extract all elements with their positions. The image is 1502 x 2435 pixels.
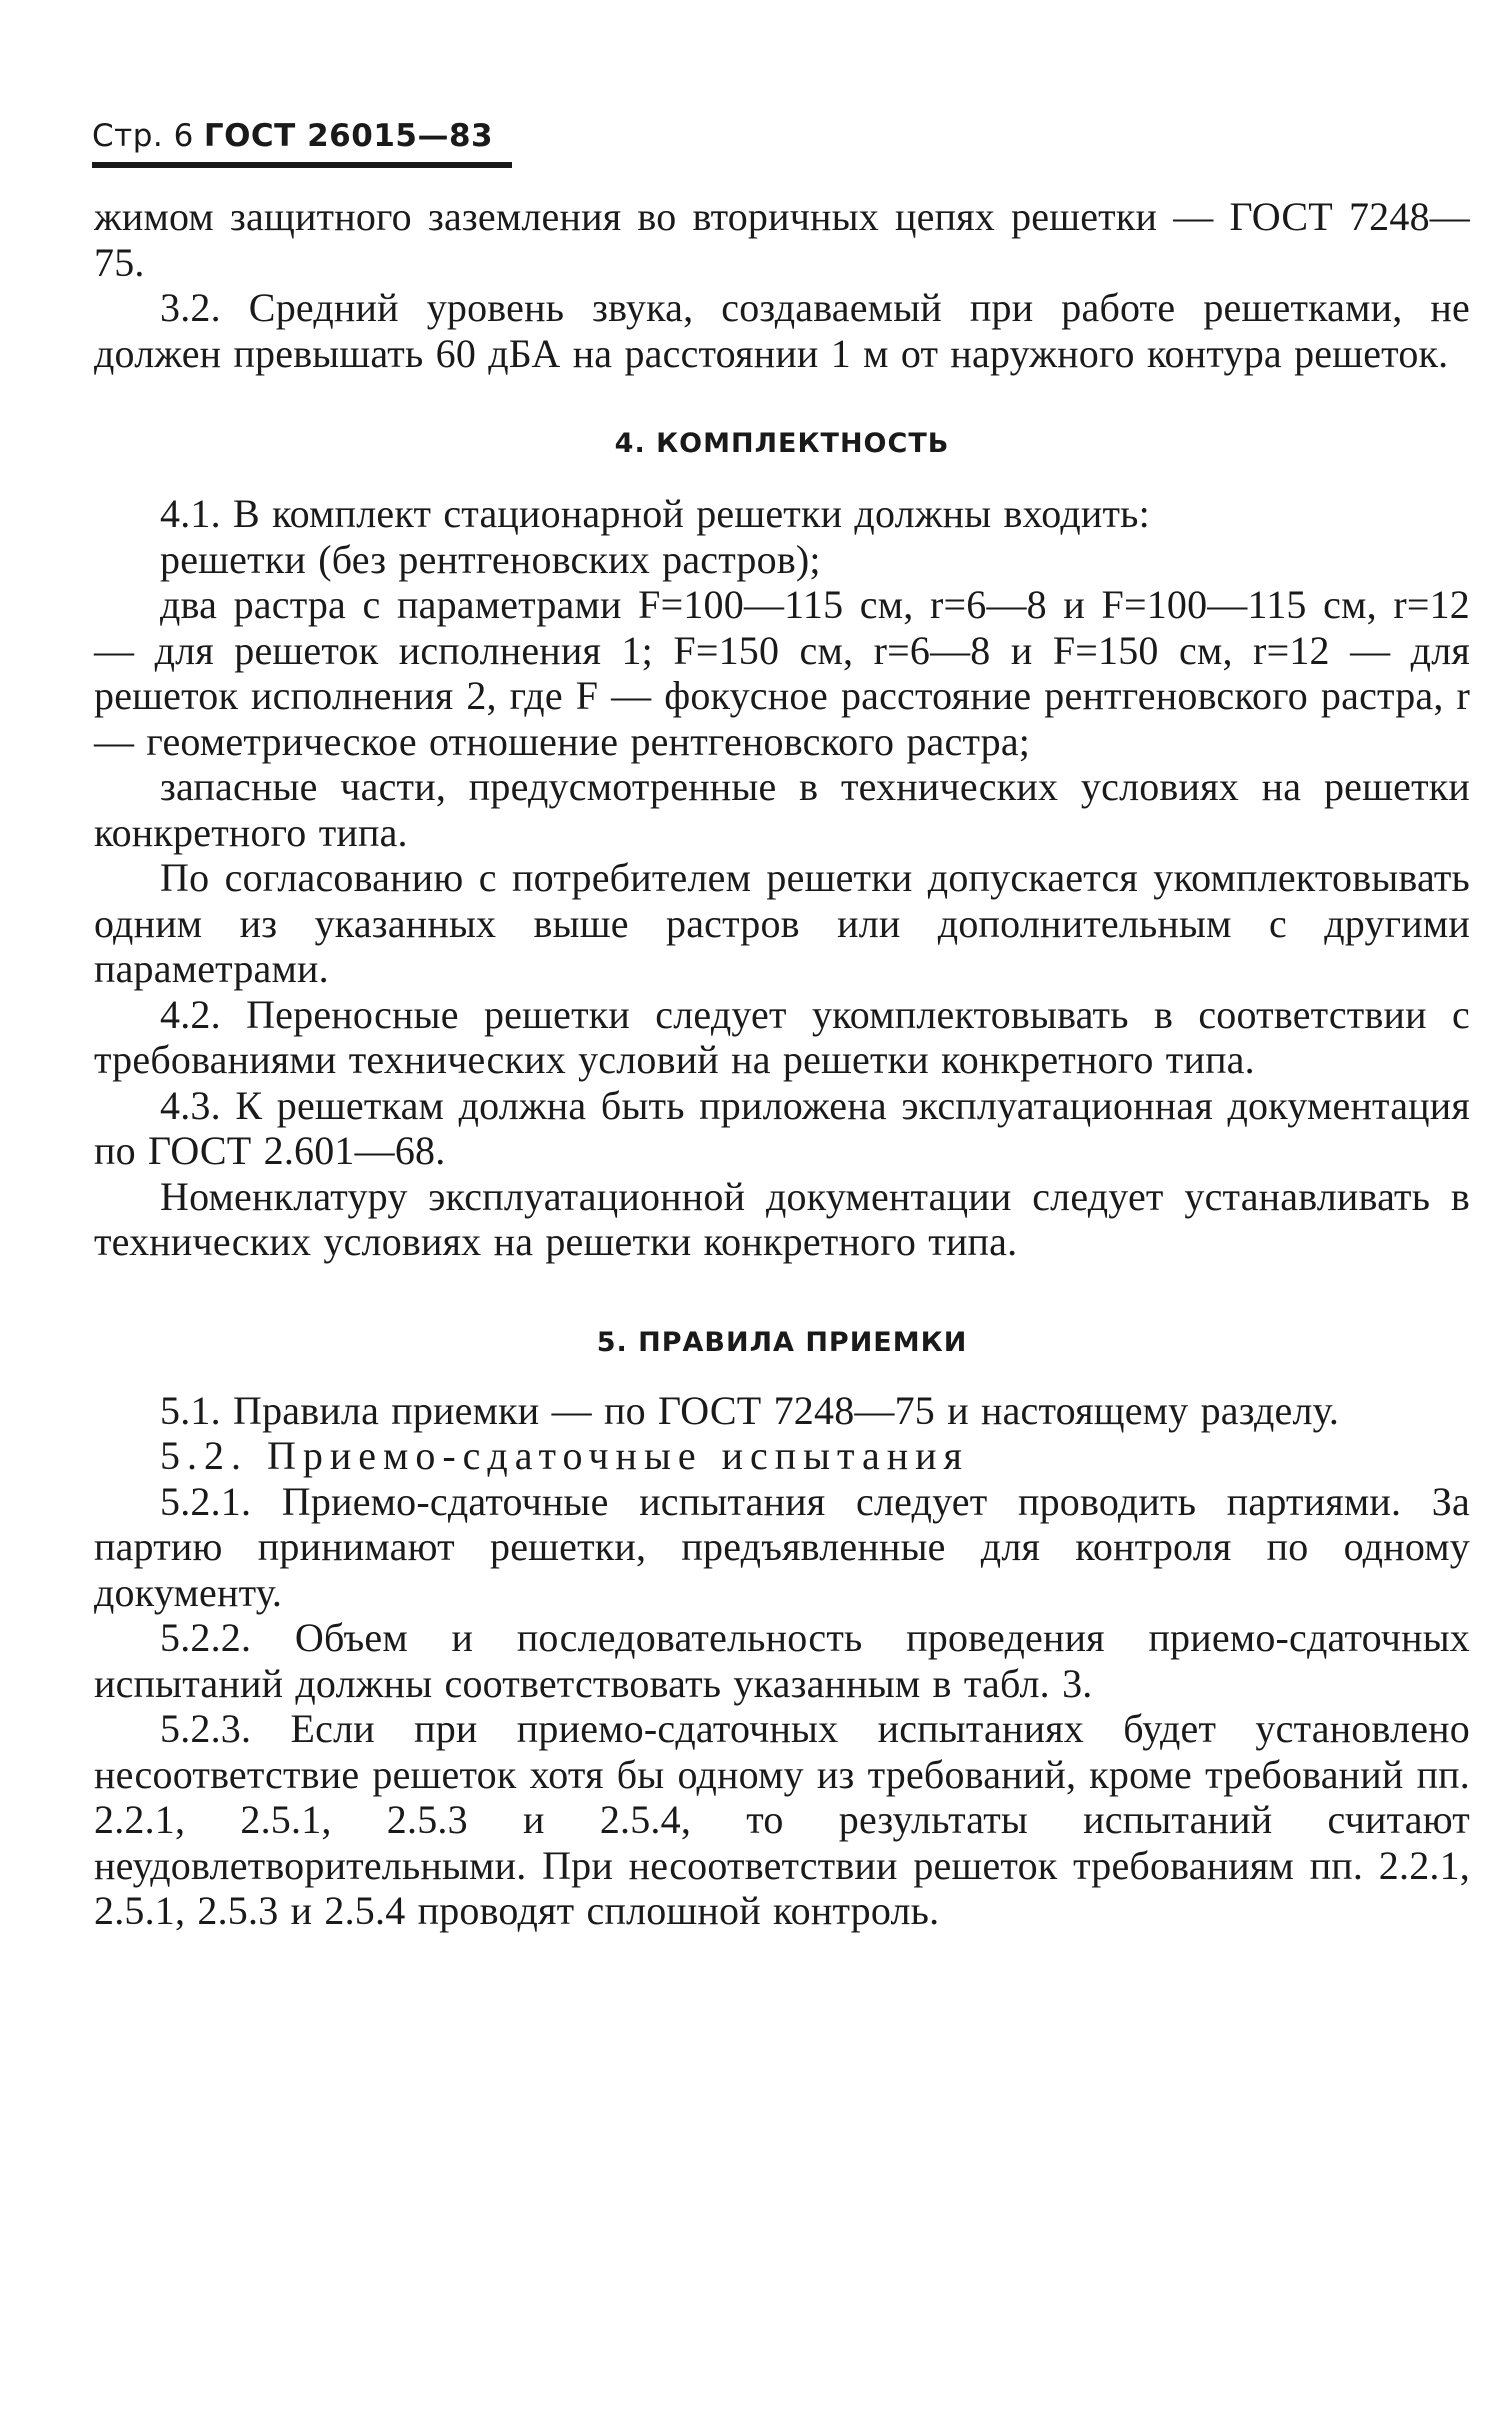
section-heading-completeness: 4. КОМПЛЕКТНОСТЬ — [614, 428, 950, 459]
paragraph-5-2-1: 5.2.1. Приемо-сдаточные испытания следует проводить партиями. За партию принимают решетки, предъявленные для контроля по одному документу. — [94, 1478, 1470, 1615]
document-page — [94, 118, 1470, 1934]
page-number-label: Стр. 6 — [92, 118, 194, 154]
paragraph-5-2-2: 5.2.2. Объем и последовательность проведения приемо-сдаточных испытаний должны соответствовать указанным в табл. 3. — [94, 1615, 1470, 1706]
paragraph-4-1: 4.1. В комплект стационарной решетки должны входить: — [160, 491, 1150, 536]
paragraph-documentation-nomenclature: Номенклатуру эксплуатационной документации следует устанавливать в технических условиях на решетки конкретного типа. — [94, 1173, 1470, 1264]
paragraph-consumer-agreement: По согласованию с потребителем решетки допускается укомплектовывать одним из указанных выше растров или дополнительным с другими параметрами. — [94, 855, 1470, 991]
section-heading-acceptance-rules: 5. ПРАВИЛА ПРИЕМКИ — [596, 1326, 968, 1358]
paragraph-4-3: 4.3. К решеткам должна быть приложена эксплуатационная документация по ГОСТ 2.601—68. — [94, 1082, 1470, 1173]
list-item-rasters: два растра с параметрами F=100—115 см, r=6—8 и F=100—115 см, r=12 — для решеток исполнения 1; F=150 см, r=6—8 и F=150 см, r=12 — для решеток исполнения 2, где F — фокусное расстояние рентгеновского растра, r — геометрическое отношение рентгеновского растра; — [94, 582, 1470, 764]
paragraph-3-2: 3.2. Средний уровень звука, создаваемый при работе решетками, не должен превышать 60 дБА на расстоянии 1 м от наружного контура решеток. — [94, 285, 1470, 376]
paragraph-5-1: 5.1. Правила приемки — по ГОСТ 7248—75 и настоящему разделу. — [160, 1387, 1340, 1433]
list-item-spare-parts: запасные части, предусмотренные в технических условиях на решетки конкретного типа. — [94, 764, 1470, 855]
standard-designation: ГОСТ 26015—83 — [203, 118, 494, 154]
continued-paragraph: жимом защитного заземления во вторичных цепях решетки — ГОСТ 7248—75. — [94, 194, 1470, 285]
paragraph-5-2: 5.2. Приемо-сдаточные испытания — [160, 1433, 969, 1478]
paragraph-4-2: 4.2. Переносные решетки следует укомплектовывать в соответствии с требованиями технических условий на решетки конкретного типа. — [94, 991, 1470, 1082]
list-item-gratings: решетки (без рентгеновских растров); — [160, 536, 821, 582]
running-head — [92, 118, 1470, 154]
header-rule — [92, 162, 512, 168]
paragraph-5-2-3: 5.2.3. Если при приемо-сдаточных испытаниях будет установлено несоответствие решеток хотя бы одному из требований, кроме требований пп. 2.2.1, 2.5.1, 2.5.3 и 2.5.4, то результаты испытаний считают неудовлетворительными. При несоответствии решеток требованиям пп. 2.2.1, 2.5.1, 2.5.3 и 2.5.4 проводят сплошной контроль. — [94, 1706, 1470, 1933]
